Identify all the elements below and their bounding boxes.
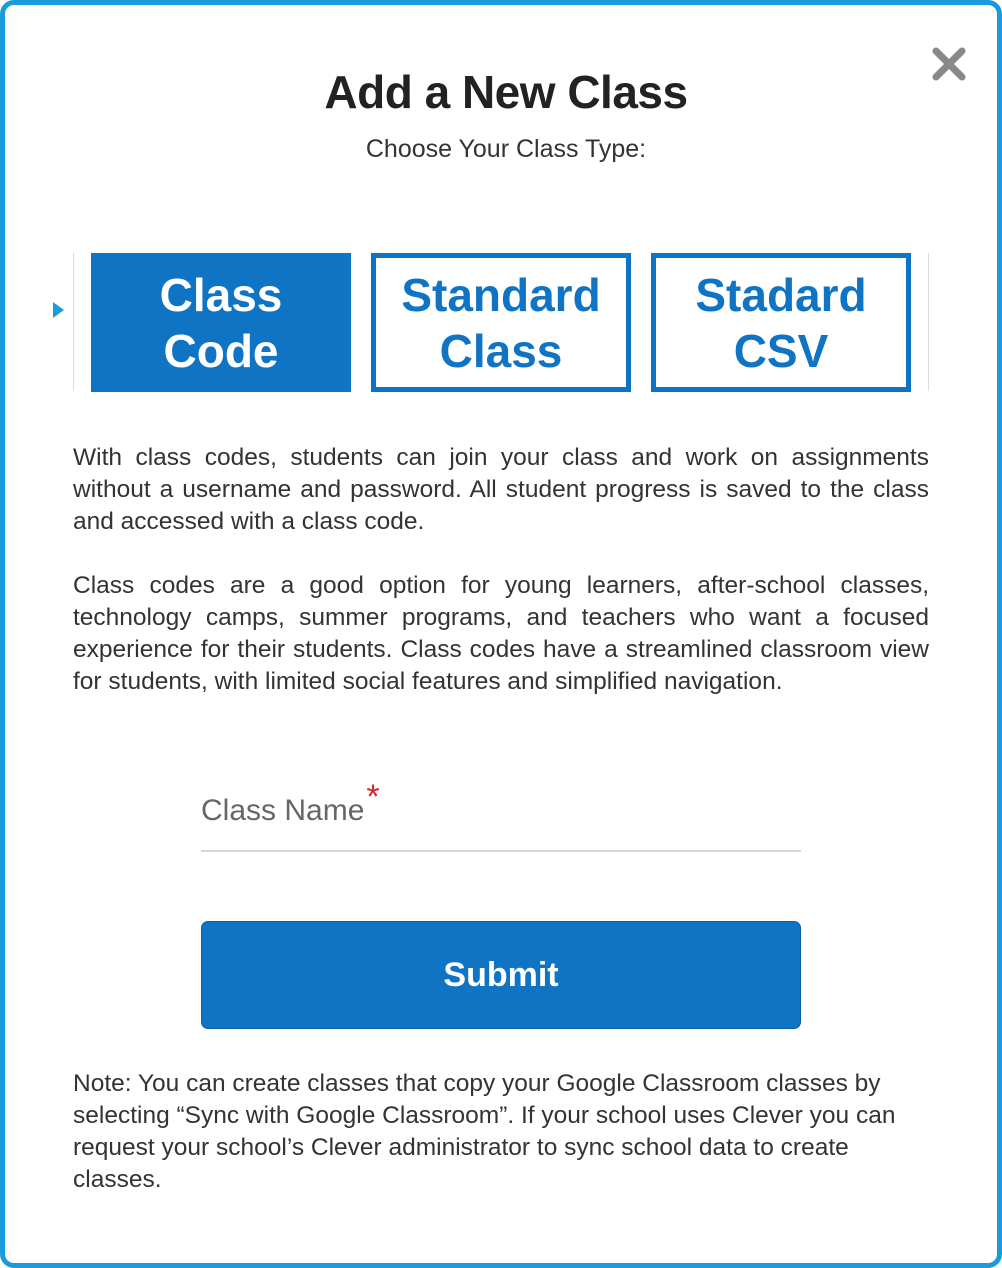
tab-standard-csv-line2: CSV xyxy=(733,324,829,377)
class-name-input[interactable] xyxy=(201,780,805,850)
description-paragraph-1: With class codes, students can join your class and work on assignments without a username and password. All student progress is saved to the class and accessed with a class code. xyxy=(73,444,929,535)
tab-standard-class-line1: Standard xyxy=(401,268,601,321)
tab-scroll-arrow-icon[interactable] xyxy=(53,302,64,318)
tab-standard-class[interactable] xyxy=(371,253,631,392)
tab-standard-csv[interactable] xyxy=(651,253,911,392)
class-name-label-text: Class Name xyxy=(201,794,365,827)
tab-standard-class-line2: Class xyxy=(439,324,563,377)
submit-button[interactable]: Submit xyxy=(201,921,801,1029)
modal-title: Add a New Class xyxy=(324,66,688,118)
description-paragraph-2: Class codes are a good option for young learners, after-school classes, technology camps, summer programs, and teachers who want a focused experience for their students. Class codes have a streamlined classroom view for students, with limited social features and simplified navigation. xyxy=(73,572,929,695)
tab-class-code-line2: Code xyxy=(163,324,279,377)
tab-class-code[interactable] xyxy=(91,253,351,392)
note-text: Note: You can create classes that copy your Google Classroom classes by selecting “Sync with Google Classroom”. If your school uses Clever you can request your school’s Clever administrator to sync school data to create classes. xyxy=(73,1070,896,1193)
tab-standard-csv-line1: Stadard xyxy=(695,268,867,321)
class-name-field xyxy=(201,780,801,852)
required-marker: * xyxy=(366,778,380,816)
tab-class-code-line1: Class xyxy=(159,268,283,321)
modal-subtitle: Choose Your Class Type: xyxy=(365,135,647,163)
